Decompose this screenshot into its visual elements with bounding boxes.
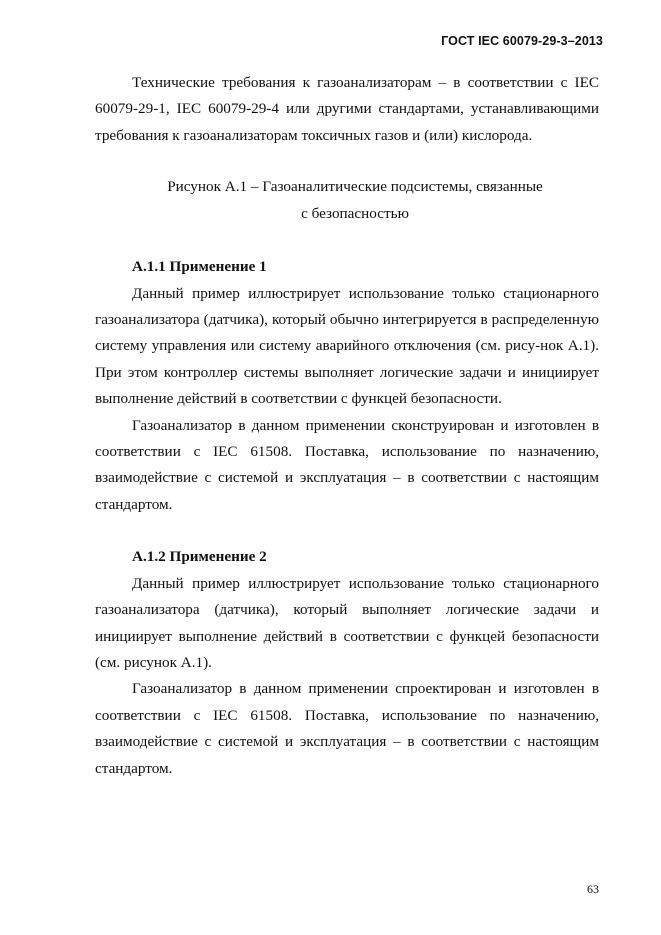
page-content <box>95 70 599 782</box>
figure-caption <box>95 173 599 227</box>
section-heading-1: А.1.1 Применение 1 <box>132 258 267 276</box>
section-heading-2: А.1.2 Применение 2 <box>132 548 267 566</box>
intro-paragraph: Технические требования к газоанализаторам – в соответствии с IEC 60079-29-1, IEC 60079-29-4 или другими стандартами, устанавливающими требования к газоанализаторам токсичных газов и (или) кислорода. <box>95 74 599 144</box>
page-number: 63 <box>587 882 599 896</box>
document-header-standard: ГОСТ IEC 60079-29-3–2013 <box>441 34 603 48</box>
figure-caption-line-1: Рисунок А.1 – Газоаналитические подсистемы, связанные <box>167 178 543 196</box>
section-2-paragraph-2: Газоанализатор в данном применении спроектирован и изготовлен в соответствии с IEC 61508. Поставка, использование по назначению, взаимодействие с системой и эксплуатация – в соответствии с настоящим стандартом. <box>95 680 599 777</box>
figure-caption-line-2: с безопасностью <box>301 205 409 223</box>
section-1-paragraph-2: Газоанализатор в данном применении сконструирован и изготовлен в соответствии с IEC 61508. Поставка, использование по назначению, взаимодействие с системой и эксплуатация – в соответствии с настоящим стандартом. <box>95 416 599 513</box>
section-1-paragraph-1: Данный пример иллюстрирует использование только стационарного газоанализатора (датчика), который обычно интегрируется в распределенную систему управления или систему аварийного отключения (см. рису-нок А.1). При этом контроллер системы выполняет логические задачи и инициирует выполнение действий в соответствии с функцей безопасности. <box>95 284 599 408</box>
section-2-paragraph-1: Данный пример иллюстрирует использование только стационарного газоанализатора (датчика), который выполняет логические задачи и инициирует выполнение действий в соответствии с функцей безопасности (см. рисунок А.1). <box>95 574 599 671</box>
